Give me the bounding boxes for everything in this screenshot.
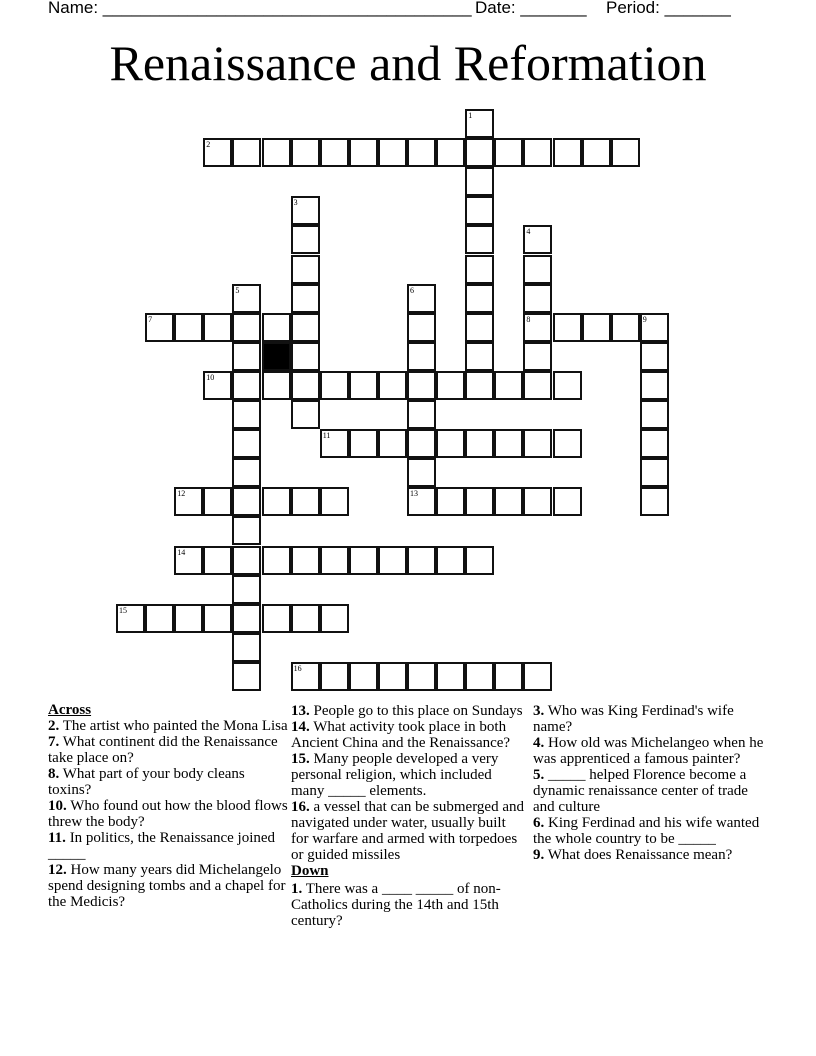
clue-text: How old was Michelangeo when he was apprenticed a famous painter? [533,735,764,767]
grid-cell[interactable] [174,546,203,575]
clues-column-3 [533,703,768,863]
grid-cell[interactable] [465,138,494,167]
grid-cell[interactable] [232,342,261,371]
clue-down-4 [533,735,768,767]
grid-cell[interactable] [553,138,582,167]
grid-cell[interactable] [291,371,320,400]
clue-down-5 [533,767,768,815]
clue-number: 4. [533,735,545,751]
cell-number: 13 [410,489,418,499]
grid-cell[interactable] [436,371,465,400]
grid-cell[interactable] [407,546,436,575]
clue-number: 5. [533,767,545,783]
grid-cell[interactable] [291,342,320,371]
grid-cell[interactable] [349,662,378,691]
grid-cell[interactable] [436,546,465,575]
grid-cell[interactable] [553,313,582,342]
grid-cell[interactable] [232,633,261,662]
grid-cell[interactable] [378,138,407,167]
grid-cell[interactable] [232,604,261,633]
cell-number: 2 [206,140,211,150]
clue-number: 10. [48,798,67,814]
grid-cell[interactable] [465,167,494,196]
clue-across-15 [291,751,526,799]
cell-number: 3 [293,198,298,208]
clue-text: The artist who painted the Mona Lisa [62,718,288,734]
grid-cell[interactable] [203,546,232,575]
grid-cell[interactable] [640,342,669,371]
grid-cell[interactable] [523,284,552,313]
grid-cell[interactable] [145,604,174,633]
grid-cell[interactable] [436,487,465,516]
grid-cell[interactable] [291,138,320,167]
grid-cell[interactable] [465,313,494,342]
cell-number: 16 [293,663,302,673]
date-field-label: Date: _______ [475,0,587,17]
grid-cell[interactable] [640,429,669,458]
grid-cell[interactable] [291,487,320,516]
clue-number: 3. [533,703,545,719]
grid-cell[interactable] [174,604,203,633]
clue-text: Who was King Ferdinad's wife name? [533,703,734,735]
cell-number: 6 [410,285,414,295]
grid-cell[interactable] [407,458,436,487]
clue-down-1 [291,881,526,929]
cell-number: 11 [322,431,331,441]
clue-text: What activity took place in both Ancient China and the Renaissance? [291,719,511,751]
grid-cell[interactable] [262,604,291,633]
grid-cell[interactable] [465,487,494,516]
grid-cell[interactable] [465,225,494,254]
grid-cell[interactable] [262,546,291,575]
grid-cell[interactable] [407,400,436,429]
clue-text: There was a ____ _____ of non-Catholics during the 14th and 15th century? [291,881,501,929]
clue-text: How many years did Michelangelo spend designing tombs and a chapel for the Medicis? [48,862,286,910]
clue-number: 15. [291,751,310,767]
clue-number: 12. [48,862,67,878]
grid-cell[interactable] [465,429,494,458]
clue-across-8 [48,766,288,798]
clue-text: What does Renaissance mean? [547,847,733,863]
grid-cell[interactable] [320,371,349,400]
grid-cell[interactable] [320,604,349,633]
grid-cell[interactable] [203,313,232,342]
grid-cell[interactable] [291,662,320,691]
clue-text: Who found out how the blood flows threw the body? [48,798,288,830]
period-field-label: Period: _______ [606,0,731,17]
grid-cell[interactable] [174,313,203,342]
grid-cell[interactable] [494,429,523,458]
clue-number: 2. [48,718,60,734]
clue-number: 6. [533,815,545,831]
cell-number: 10 [206,372,215,382]
grid-cell[interactable] [378,429,407,458]
grid-cell[interactable] [465,662,494,691]
grid-cell[interactable] [523,225,552,254]
grid-cell[interactable] [582,138,611,167]
cell-number: 15 [119,605,127,615]
grid-cell[interactable] [291,546,320,575]
grid-cell[interactable] [349,138,378,167]
grid-cell[interactable] [320,487,349,516]
grid-cell[interactable] [640,400,669,429]
grid-cell[interactable] [232,429,261,458]
grid-cell[interactable] [349,371,378,400]
grid-cell[interactable] [203,487,232,516]
grid-cell[interactable] [232,400,261,429]
grid-cell[interactable] [262,138,291,167]
grid-cell[interactable] [378,662,407,691]
grid-cell[interactable] [291,225,320,254]
cell-number: 1 [468,111,473,120]
grid-cell[interactable] [232,138,261,167]
clues-column-2 [291,703,526,929]
grid-cell[interactable] [465,371,494,400]
clue-text: People go to this place on Sundays [313,703,523,719]
grid-cell[interactable] [465,255,494,284]
clue-across-16 [291,799,526,863]
grid-cell[interactable] [465,196,494,225]
grid-cell[interactable] [203,371,232,400]
cell-number: 8 [526,314,531,324]
grid-cell[interactable] [407,662,436,691]
grid-cell[interactable] [262,487,291,516]
grid-cell[interactable] [291,255,320,284]
cell-number: 12 [177,489,186,499]
grid-cell[interactable] [640,371,669,400]
cell-number: 7 [148,314,153,324]
clue-number: 7. [48,734,60,750]
grid-cell[interactable] [465,342,494,371]
cell-number: 5 [235,285,240,295]
clue-number: 9. [533,847,545,863]
grid-cell[interactable] [553,487,582,516]
clue-number: 1. [291,881,303,897]
clues-column-1 [48,702,288,910]
grid-cell[interactable] [407,342,436,371]
grid-cell[interactable] [203,604,232,633]
cell-number: 14 [177,547,186,557]
grid-cell[interactable] [407,284,436,313]
grid-cell[interactable] [523,342,552,371]
across-heading: Across [48,702,92,718]
grid-cell[interactable] [640,458,669,487]
grid-cell[interactable] [611,313,640,342]
grid-cell[interactable] [553,371,582,400]
grid-cell[interactable] [436,429,465,458]
grid-cell[interactable] [436,662,465,691]
grid-cell[interactable] [523,138,552,167]
clue-text: In politics, the Renaissance joined _____ [48,830,276,862]
clue-across-12 [48,862,288,910]
grid-cell[interactable] [494,487,523,516]
grid-cell[interactable] [232,313,261,342]
grid-cell[interactable] [494,662,523,691]
grid-cell[interactable] [553,429,582,458]
clue-text: What continent did the Renaissance take place on? [48,734,278,766]
clue-number: 11. [48,830,66,846]
grid-cell[interactable] [116,604,145,633]
grid-cell[interactable] [523,313,552,342]
clue-text: a vessel that can be submerged and navigated under water, usually built for warfare and armed with torpedoes or guided missiles [291,799,524,863]
grid-cell[interactable] [232,546,261,575]
grid-cell[interactable] [320,546,349,575]
grid-cell[interactable] [291,313,320,342]
clue-text: Many people developed a very personal religion, which included many _____ elements. [291,751,499,799]
clue-across-14 [291,719,526,751]
grid-cell[interactable] [378,546,407,575]
grid-cell[interactable] [349,429,378,458]
clue-down-9 [533,847,768,863]
grid-cell[interactable] [232,458,261,487]
grid-cell[interactable] [523,487,552,516]
grid-cell[interactable] [523,371,552,400]
clue-number: 13. [291,703,310,719]
grid-cell[interactable] [494,138,523,167]
grid-cell[interactable] [145,313,174,342]
grid-cell[interactable] [465,284,494,313]
cell-number: 4 [526,227,531,237]
clue-across-2 [48,718,288,734]
grid-cell[interactable] [407,371,436,400]
clue-across-10 [48,798,288,830]
clue-number: 16. [291,799,310,815]
grid-cell[interactable] [262,371,291,400]
grid-cell[interactable] [436,138,465,167]
clue-down-3 [533,703,768,735]
clue-text: King Ferdinad and his wife wanted the whole country to be _____ [533,815,760,847]
grid-cell[interactable] [407,487,436,516]
grid-cell[interactable] [378,371,407,400]
grid-cell[interactable] [203,138,232,167]
grid-cell[interactable] [582,313,611,342]
grid-cell[interactable] [232,371,261,400]
grid-cell[interactable] [291,196,320,225]
grid-cell[interactable] [174,487,203,516]
clue-number: 14. [291,719,310,735]
cell-number: 9 [642,314,647,324]
grid-cell[interactable] [494,371,523,400]
grid-cell[interactable] [232,516,261,545]
page-title: Renaissance and Reformation [109,35,707,91]
grid-cell[interactable] [523,429,552,458]
grid-cell[interactable] [232,575,261,604]
grid-cell[interactable] [407,313,436,342]
grid-cell[interactable] [320,662,349,691]
clue-down-6 [533,815,768,847]
name-field-label: Name: _______________________________________ [48,0,472,17]
grid-cell[interactable] [232,284,261,313]
grid-cell[interactable] [465,546,494,575]
grid-cell[interactable] [262,313,291,342]
grid-cell[interactable] [349,546,378,575]
grid-cell[interactable] [232,662,261,691]
clue-across-13 [291,703,526,719]
grid-cell[interactable] [407,429,436,458]
grid-cell[interactable] [523,662,552,691]
grid-cell[interactable] [465,109,494,138]
grid-cell[interactable] [232,487,261,516]
grid-cell[interactable] [291,400,320,429]
grid-cell[interactable] [640,313,669,342]
black-cell [262,342,291,371]
grid-cell[interactable] [523,255,552,284]
grid-cell[interactable] [320,429,349,458]
clue-across-7 [48,734,288,766]
grid-cell[interactable] [407,138,436,167]
grid-cell[interactable] [611,138,640,167]
down-heading: Down [291,863,329,879]
clue-across-11 [48,830,288,862]
clue-text: What part of your body cleans toxins? [48,766,245,798]
grid-cell[interactable] [291,284,320,313]
grid-cell[interactable] [291,604,320,633]
clue-number: 8. [48,766,60,782]
clue-text: _____ helped Florence become a dynamic renaissance center of trade and culture [533,767,748,815]
grid-cell[interactable] [320,138,349,167]
grid-cell[interactable] [640,487,669,516]
